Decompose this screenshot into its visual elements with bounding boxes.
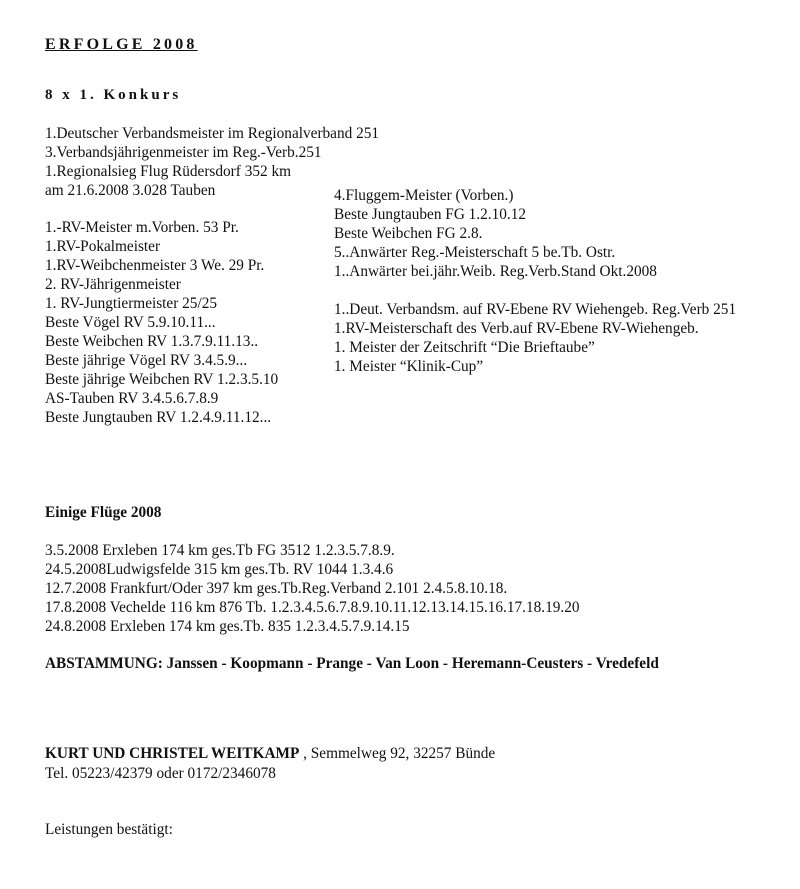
phone-line: Tel. 05223/42379 oder 0172/2346078 [45,765,276,782]
result-line: 4.Fluggem-Meister (Vorben.) [334,187,514,204]
flight-line: 17.8.2008 Vechelde 116 km 876 Tb. 1.2.3.4.5.6.7.8.9.10.11.12.13.14.15.16.17.18.19.20 [45,599,580,616]
result-line: 1.-RV-Meister m.Vorben. 53 Pr. [45,219,239,236]
intro-line: 1.Deutscher Verbandsmeister im Regionalverband 251 [45,125,380,142]
owner-line [45,744,495,763]
result-line: Beste Jungtauben RV 1.2.4.9.11.12... [45,409,272,426]
confirmation-line: Leistungen bestätigt: [45,821,173,838]
flights-heading: Einige Flüge 2008 [45,504,162,521]
flight-line: 24.5.2008Ludwigsfelde 315 km ges.Tb. RV 1044 1.3.4.6 [45,561,394,578]
right-results-block-b [334,300,736,376]
page-title: ERFOLGE 2008 [45,36,198,53]
result-line: 1.RV-Weibchenmeister 3 We. 29 Pr. [45,257,265,274]
owner-address: , Semmelweg 92, 32257 Bünde [299,745,496,762]
result-line: 1. RV-Jungtiermeister 25/25 [45,295,217,312]
result-line: 1.RV-Meisterschaft des Verb.auf RV-Ebene RV-Wiehengeb. [334,320,699,337]
flight-line: 24.8.2008 Erxleben 174 km ges.Tb. 835 1.2.3.4.5.7.9.14.15 [45,618,410,635]
right-results-block-a [334,186,657,281]
intro-line: 3.Verbandsjährigenmeister im Reg.-Verb.251 [45,144,322,161]
result-line: Beste jährige Weibchen RV 1.2.3.5.10 [45,371,279,388]
result-line: Beste jährige Vögel RV 3.4.5.9... [45,352,248,369]
intro-block [45,124,379,200]
left-results-block [45,218,278,427]
flight-line: 3.5.2008 Erxleben 174 km ges.Tb FG 3512 1.2.3.5.7.8.9. [45,542,395,559]
result-line: 1.RV-Pokalmeister [45,238,161,255]
result-line: 1..Anwärter bei.jähr.Weib. Reg.Verb.Stand Okt.2008 [334,263,657,280]
result-line: 1..Deut. Verbandsm. auf RV-Ebene RV Wiehengeb. Reg.Verb 251 [334,301,737,318]
flights-block [45,541,580,636]
abstammung-line: ABSTAMMUNG: Janssen - Koopmann - Prange - Van Loon - Heremann-Ceusters - Vredefeld [45,655,659,672]
result-line: 5..Anwärter Reg.-Meisterschaft 5 be.Tb. Ostr. [334,244,616,261]
section-subtitle: 8 x 1. Konkurs [45,87,182,103]
result-line: 1. Meister “Klinik-Cup” [334,358,484,375]
intro-line: am 21.6.2008 3.028 Tauben [45,182,216,199]
owner-name: KURT UND CHRISTEL WEITKAMP [45,745,300,762]
flight-line: 12.7.2008 Frankfurt/Oder 397 km ges.Tb.Reg.Verband 2.101 2.4.5.8.10.18. [45,580,508,597]
result-line: Beste Weibchen FG 2.8. [334,225,483,242]
result-line: Beste Vögel RV 5.9.10.11... [45,314,216,331]
intro-line: 1.Regionalsieg Flug Rüdersdorf 352 km [45,163,292,180]
result-line: 2. RV-Jährigenmeister [45,276,181,293]
result-line: Beste Jungtauben FG 1.2.10.12 [334,206,527,223]
result-line: AS-Tauben RV 3.4.5.6.7.8.9 [45,390,219,407]
result-line: 1. Meister der Zeitschrift “Die Brieftaube” [334,339,595,356]
result-line: Beste Weibchen RV 1.3.7.9.11.13.. [45,333,259,350]
